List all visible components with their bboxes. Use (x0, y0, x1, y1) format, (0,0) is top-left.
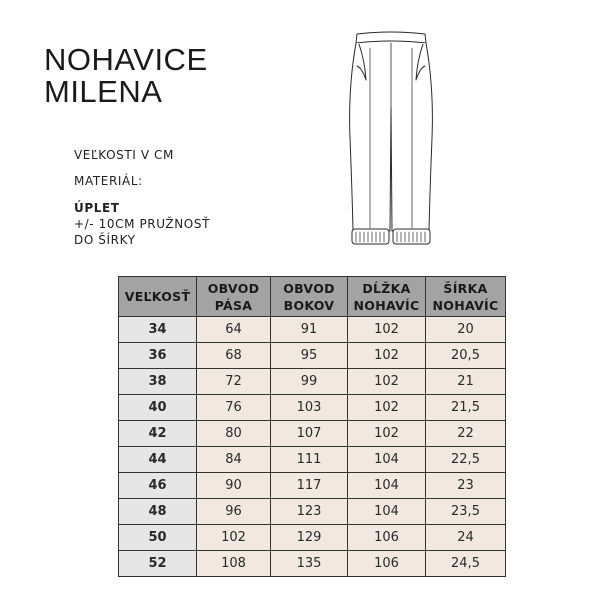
cell-size: 52 (119, 551, 197, 577)
cell-size: 48 (119, 499, 197, 525)
cell-length: 102 (348, 343, 426, 369)
cell-waist: 68 (197, 343, 271, 369)
header-length: DĹŽKA NOHAVÍC (348, 277, 426, 317)
cell-hips: 91 (271, 317, 348, 343)
cell-waist: 80 (197, 421, 271, 447)
cell-waist: 108 (197, 551, 271, 577)
cell-width: 20 (426, 317, 506, 343)
cell-size: 42 (119, 421, 197, 447)
pants-illustration-icon (343, 28, 439, 250)
table-row (119, 421, 506, 447)
table-row (119, 551, 506, 577)
table-row (119, 317, 506, 343)
cell-hips: 99 (271, 369, 348, 395)
cell-size: 50 (119, 525, 197, 551)
cell-length: 104 (348, 473, 426, 499)
cell-waist: 96 (197, 499, 271, 525)
header-size: VEĽKOSŤ (119, 277, 197, 317)
cell-hips: 135 (271, 551, 348, 577)
product-title-line2: MILENA (44, 74, 163, 109)
cell-waist: 102 (197, 525, 271, 551)
table-row (119, 447, 506, 473)
cell-width: 24 (426, 525, 506, 551)
fabric-stretch: +/- 10CM PRUŽNOSŤ (74, 217, 210, 231)
fabric-stretch-direction: DO ŠÍRKY (74, 233, 136, 247)
table-row (119, 369, 506, 395)
cell-waist: 84 (197, 447, 271, 473)
cell-length: 102 (348, 369, 426, 395)
cell-waist: 90 (197, 473, 271, 499)
cell-width: 21 (426, 369, 506, 395)
cell-length: 104 (348, 499, 426, 525)
size-table (118, 276, 506, 577)
fabric-name: ÚPLET (74, 201, 120, 215)
cell-length: 102 (348, 317, 426, 343)
table-row (119, 473, 506, 499)
material-label: MATERIÁL: (74, 174, 143, 188)
table-row (119, 499, 506, 525)
cell-hips: 103 (271, 395, 348, 421)
cell-waist: 64 (197, 317, 271, 343)
product-title-line1: NOHAVICE (44, 42, 208, 77)
cell-width: 23 (426, 473, 506, 499)
table-row (119, 343, 506, 369)
cell-width: 24,5 (426, 551, 506, 577)
cell-width: 22 (426, 421, 506, 447)
cell-waist: 76 (197, 395, 271, 421)
cell-hips: 95 (271, 343, 348, 369)
cell-length: 106 (348, 525, 426, 551)
cell-hips: 129 (271, 525, 348, 551)
cell-size: 36 (119, 343, 197, 369)
cell-width: 23,5 (426, 499, 506, 525)
cell-hips: 123 (271, 499, 348, 525)
fabric-description (74, 200, 210, 248)
cell-hips: 111 (271, 447, 348, 473)
cell-size: 46 (119, 473, 197, 499)
header-waist: OBVOD PÁSA (197, 277, 271, 317)
cell-size: 34 (119, 317, 197, 343)
header-width: ŠÍRKA NOHAVÍC (426, 277, 506, 317)
table-header-row (119, 277, 506, 317)
header-hips: OBVOD BOKOV (271, 277, 348, 317)
table-row (119, 395, 506, 421)
product-title (44, 44, 208, 108)
cell-width: 21,5 (426, 395, 506, 421)
cell-size: 38 (119, 369, 197, 395)
cell-size: 44 (119, 447, 197, 473)
cell-length: 106 (348, 551, 426, 577)
cell-hips: 107 (271, 421, 348, 447)
cell-length: 102 (348, 421, 426, 447)
cell-hips: 117 (271, 473, 348, 499)
table-row (119, 525, 506, 551)
cell-length: 104 (348, 447, 426, 473)
cell-size: 40 (119, 395, 197, 421)
cell-length: 102 (348, 395, 426, 421)
cell-waist: 72 (197, 369, 271, 395)
cell-width: 20,5 (426, 343, 506, 369)
cell-width: 22,5 (426, 447, 506, 473)
sizes-note: VEĽKOSTI V CM (74, 148, 174, 162)
